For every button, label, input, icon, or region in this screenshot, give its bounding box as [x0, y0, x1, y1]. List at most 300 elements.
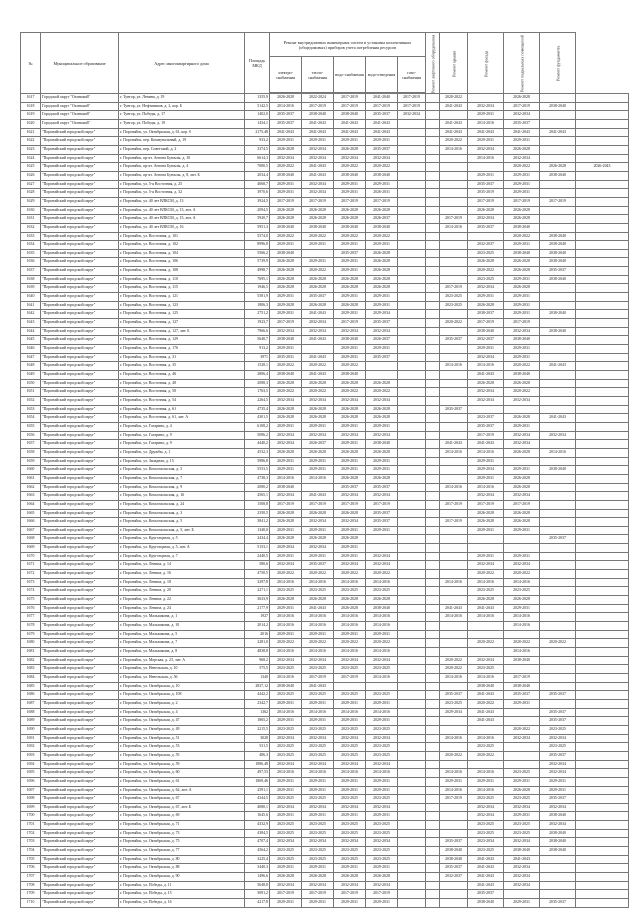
table-cell: 1659 [21, 457, 41, 466]
table-cell: 2029-2028 [270, 301, 302, 310]
table-cell: 2041-2043 [302, 371, 334, 380]
table-cell: 2041-2043 [540, 414, 576, 423]
table-cell: 5640,7 [245, 336, 270, 345]
table-cell: 1673 [21, 578, 41, 587]
table-cell: 2038-2040 [366, 440, 398, 449]
table-row [21, 154, 629, 163]
table-cell [576, 561, 629, 570]
table-cell: 2029-2031 [366, 630, 398, 639]
table-cell [398, 673, 426, 682]
table-cell: 2041-2043 [270, 128, 302, 137]
table-cell: "Поронайский городской округ" [41, 145, 119, 154]
table-row [21, 119, 629, 128]
table-cell: 2023-2025 [270, 795, 302, 804]
table-cell: 2020-2022 [302, 639, 334, 648]
table-row [21, 448, 629, 457]
table-cell: 2035-2037 [366, 111, 398, 120]
table-cell: 2014-2016 [302, 622, 334, 631]
table-cell: 2029-2031 [270, 777, 302, 786]
table-cell [426, 873, 440, 882]
table-cell: 2023-2025 [366, 743, 398, 752]
table-cell [398, 769, 426, 778]
table-cell: 2038-2040 [540, 232, 576, 241]
table-cell: 2177,9 [245, 604, 270, 613]
table-cell: 2023-2025 [440, 699, 468, 708]
table-cell: 2029-2031 [366, 457, 398, 466]
table-cell [540, 622, 576, 631]
table-cell: 2023-2025 [334, 829, 366, 838]
table-cell: "Поронайский городской округ" [41, 405, 119, 414]
table-cell: 2026-2028 [504, 509, 540, 518]
table-cell: 2038-2040 [540, 171, 576, 180]
table-cell: "Поронайский городской округ" [41, 206, 119, 215]
table-cell [576, 275, 629, 284]
table-cell: 2029-2031 [504, 189, 540, 198]
table-cell: 2094,5 [245, 206, 270, 215]
table-cell: 2023-2025 [440, 301, 468, 310]
table-cell [398, 656, 426, 665]
table-cell: 2026-2028 [270, 414, 302, 423]
table-cell: 2014-2016 [468, 769, 504, 778]
table-cell: 2026-2028 [334, 275, 366, 284]
table-cell [426, 552, 440, 561]
table-cell [576, 587, 629, 596]
table-cell: 2029-2031 [270, 899, 302, 908]
table-cell: 2017-2019 [302, 890, 334, 899]
table-cell: 2041-2043 [334, 119, 366, 128]
table-cell [426, 760, 440, 769]
table-cell: 2038-2037 [468, 310, 504, 319]
table-row [21, 526, 629, 535]
table-cell: г. Поронайск, ул. Малышкина, д. 7 [119, 639, 245, 648]
table-cell: 2026-2028 [302, 509, 334, 518]
table-cell [576, 570, 629, 579]
table-cell: 2029-2031 [302, 699, 334, 708]
table-cell: 2020-2022 [440, 137, 468, 146]
table-cell: 2041-2040 [366, 94, 398, 103]
table-row [21, 570, 629, 579]
table-cell: 2029-2031 [270, 310, 302, 319]
table-cell: г. Поронайск, пр-кт. Антона Буюклы, д. 8, лит. Б [119, 171, 245, 180]
table-cell: 2029-2031 [468, 111, 504, 120]
table-cell [440, 570, 468, 579]
table-cell: 2029-2031 [540, 777, 576, 786]
table-cell: 2032-2034 [504, 881, 540, 890]
table-cell: 2029-2031 [270, 189, 302, 198]
table-row [21, 258, 629, 267]
table-row [21, 353, 629, 362]
table-cell: 2014-2016 [468, 362, 504, 371]
table-cell: 2029-2031 [366, 422, 398, 431]
table-cell [398, 561, 426, 570]
table-cell [576, 232, 629, 241]
table-cell [576, 422, 629, 431]
table-cell: 2032-2034 [270, 656, 302, 665]
table-cell: 2032-2034 [334, 656, 366, 665]
table-cell [426, 786, 440, 795]
table-cell [398, 145, 426, 154]
table-cell: "Поронайский городской округ" [41, 223, 119, 232]
table-cell [576, 648, 629, 657]
table-cell [440, 431, 468, 440]
table-cell: 4384,5 [245, 829, 270, 838]
table-cell: 2026-2028 [270, 275, 302, 284]
table-cell: 2023-2025 [366, 691, 398, 700]
table-cell: 2038-2040 [468, 327, 504, 336]
table-cell [426, 769, 440, 778]
table-cell: 3841,2 [245, 518, 270, 527]
table-row [21, 206, 629, 215]
table-cell [426, 457, 440, 466]
table-cell: 5986,8 [245, 457, 270, 466]
table-cell: 4301,5 [245, 414, 270, 423]
table-cell: 2026-2043 [576, 163, 629, 172]
table-cell: 2017-2019 [468, 500, 504, 509]
table-cell: г. Поронайск, ул. Дружбы, д. 1 [119, 448, 245, 457]
table-cell: 2023-2025 [366, 829, 398, 838]
table-cell: 2032-2034 [302, 396, 334, 405]
table-cell: 2029-2031 [334, 466, 366, 475]
table-cell: г. Поронайск, ул. Ленина, д. 14 [119, 561, 245, 570]
table-cell [540, 119, 576, 128]
table-cell [398, 379, 426, 388]
table-cell: 2032-2034 [540, 821, 576, 830]
table-row [21, 431, 629, 440]
table-cell: 2029-2031 [366, 864, 398, 873]
table-cell: 1670 [21, 552, 41, 561]
table-cell [576, 639, 629, 648]
table-cell [540, 881, 576, 890]
table-cell: 2026-2028 [334, 596, 366, 605]
table-cell: 2029-2031 [302, 899, 334, 908]
table-cell: 2014-2016 [468, 673, 504, 682]
table-cell [540, 483, 576, 492]
table-cell [576, 699, 629, 708]
table-cell: 2014-2016 [540, 448, 576, 457]
table-cell: 2029-2031 [504, 812, 540, 821]
table-cell: 2023-2025 [504, 587, 540, 596]
table-row [21, 215, 629, 224]
table-cell [426, 725, 440, 734]
table-cell: 2020-2022 [468, 639, 504, 648]
table-cell: г. Поронайск, ул. Восточная, д. 115 [119, 284, 245, 293]
table-cell: 2026-2028 [270, 448, 302, 457]
table-cell: 2035-2037 [334, 249, 366, 258]
table-cell [576, 189, 629, 198]
table-cell: 1710 [21, 899, 41, 908]
table-cell: 2029-2031 [504, 241, 540, 250]
table-cell [440, 552, 468, 561]
table-row [21, 327, 629, 336]
table-cell [576, 864, 629, 873]
table-cell [426, 561, 440, 570]
table-cell [398, 622, 426, 631]
table-row [21, 734, 629, 743]
table-cell: 2029-2031 [334, 777, 366, 786]
table-cell: 2014-2016 [504, 578, 540, 587]
table-cell: 2020-2022 [504, 639, 540, 648]
table-cell [398, 570, 426, 579]
table-cell: 1657 [21, 440, 41, 449]
table-cell [426, 899, 440, 908]
table-cell: 2026-2028 [468, 301, 504, 310]
table-cell: 2035-2037 [468, 422, 504, 431]
table-cell: 2029-2031 [366, 699, 398, 708]
table-cell: 1618 [21, 102, 41, 111]
table-cell: 4532,3 [245, 448, 270, 457]
table-cell: 1675 [21, 596, 41, 605]
table-cell: 2026-2028 [366, 258, 398, 267]
table-cell: г. Поронайск, ул. Октябрьская, д. 60 [119, 769, 245, 778]
table-cell: г. Поронайск, ул. Малышкина, д. 1 [119, 613, 245, 622]
table-cell: 2029-2031 [302, 864, 334, 873]
table-cell: "Поронайский городской округ" [41, 760, 119, 769]
table-cell: 2029-2031 [468, 474, 504, 483]
table-cell: 1646 [21, 345, 41, 354]
table-cell: 2026-2028 [270, 518, 302, 527]
table-cell: г. Поронайск, ул. Октябрьская, д. 61, кор. б [119, 128, 245, 137]
table-cell: "Поронайский городской округ" [41, 682, 119, 691]
table-cell [576, 743, 629, 752]
table-cell: 2017-2019 [270, 319, 302, 328]
table-cell [426, 795, 440, 804]
table-cell [398, 544, 426, 553]
table-cell: 2029-2031 [270, 786, 302, 795]
table-cell: 2029-2031 [334, 189, 366, 198]
table-cell: 2029-2031 [540, 786, 576, 795]
table-cell [440, 275, 468, 284]
table-row [21, 405, 629, 414]
table-cell: 2014-2016 [440, 673, 468, 682]
table-cell: 2029-2031 [270, 630, 302, 639]
table-cell: 1340,0 [245, 526, 270, 535]
table-cell: 2026-2028 [366, 206, 398, 215]
table-cell [468, 544, 504, 553]
table-cell: 2032-2034 [334, 734, 366, 743]
table-cell [540, 613, 576, 622]
table-cell [440, 327, 468, 336]
table-cell: 1651 [21, 388, 41, 397]
table-cell [426, 656, 440, 665]
table-cell: 2023-2025 [468, 829, 504, 838]
table-cell [398, 396, 426, 405]
table-cell [576, 596, 629, 605]
table-cell [426, 405, 440, 414]
table-cell: 2023-2025 [504, 829, 540, 838]
table-cell [440, 171, 468, 180]
table-cell [440, 803, 468, 812]
table-cell [426, 483, 440, 492]
table-cell: "Поронайский городской округ" [41, 656, 119, 665]
table-cell: 1660 [21, 466, 41, 475]
table-cell: 2080,2 [245, 483, 270, 492]
table-cell [540, 873, 576, 882]
table-cell [540, 379, 576, 388]
table-cell: г. Поронайск, ул. Восточная, д. 110 [119, 275, 245, 284]
table-cell: "Поронайский городской округ" [41, 639, 119, 648]
table-cell: 4738,3 [245, 474, 270, 483]
table-cell: 2038-2040 [504, 336, 540, 345]
table-cell: 2032-2034 [302, 760, 334, 769]
table-cell: 2026-2028 [366, 275, 398, 284]
table-cell [426, 777, 440, 786]
table-cell: г. Поронайск, ул. Восточная, д. 61, лит. А [119, 414, 245, 423]
table-cell [468, 630, 504, 639]
table-row [21, 102, 629, 111]
table-cell [426, 691, 440, 700]
table-cell [576, 258, 629, 267]
table-cell: 1869,46 [245, 777, 270, 786]
table-cell: 2038-2040 [504, 223, 540, 232]
table-row [21, 639, 629, 648]
table-cell: 2837,12 [245, 682, 270, 691]
table-cell: 2026-2028 [504, 414, 540, 423]
table-cell: "Поронайский городской округ" [41, 570, 119, 579]
table-cell: 1664 [21, 500, 41, 509]
table-cell: 2014-2016 [440, 769, 468, 778]
table-cell [426, 258, 440, 267]
table-cell: 2026-2028 [270, 258, 302, 267]
table-cell: г. Поронайск, ул. Восточная, д. 61 [119, 405, 245, 414]
table-cell [334, 682, 366, 691]
table-cell: 2029-2031 [504, 137, 540, 146]
table-cell [576, 362, 629, 371]
table-cell: 2020-2022 [504, 570, 540, 579]
table-cell [576, 197, 629, 206]
table-cell: 2038-2040 [366, 604, 398, 613]
table-cell: 2020-2022 [270, 639, 302, 648]
table-cell: "Поронайский городской округ" [41, 561, 119, 570]
table-row [21, 795, 629, 804]
table-cell: г. Поронайск, ул. Октябрьская, д. 49 [119, 725, 245, 734]
table-cell: 2029-2031 [334, 440, 366, 449]
table-cell: г. Поронайск, ул. 40 лет ВЛКСМ, д. 13, лит. А [119, 206, 245, 215]
table-cell: 3633,9 [245, 596, 270, 605]
table-cell: "Поронайский городской округ" [41, 431, 119, 440]
table-cell [398, 206, 426, 215]
table-cell: 2034,4 [245, 171, 270, 180]
table-cell [398, 890, 426, 899]
table-cell: 2026-2028 [504, 267, 540, 276]
table-cell [366, 682, 398, 691]
table-cell: 2029-2031 [334, 293, 366, 302]
table-cell: 2026-2028 [366, 414, 398, 423]
table-cell [426, 128, 440, 137]
table-cell: 2014-2016 [302, 578, 334, 587]
table-cell [540, 544, 576, 553]
table-cell [540, 673, 576, 682]
table-cell: 2014-2016 [270, 708, 302, 717]
table-row [21, 864, 629, 873]
table-cell: 1628 [21, 189, 41, 198]
table-row [21, 578, 629, 587]
table-cell: 1685 [21, 682, 41, 691]
table-row [21, 267, 629, 276]
table-cell: 2342,7 [245, 699, 270, 708]
table-cell: г. Поронайск, ул. Октябрьская, д. 47 [119, 717, 245, 726]
table-cell: г. Поронайск, ул. Малышкина, д. 5 [119, 630, 245, 639]
table-cell [426, 327, 440, 336]
table-cell [540, 474, 576, 483]
table-cell [426, 94, 440, 103]
table-cell: "Поронайский городской округ" [41, 829, 119, 838]
table-row [21, 241, 629, 250]
table-cell: 2023-2025 [302, 725, 334, 734]
header-gas: газо-снабжения [398, 57, 426, 93]
table-row [21, 362, 629, 371]
table-row [21, 128, 629, 137]
table-cell: 2017-2019 [270, 197, 302, 206]
table-cell: 2035-2037 [504, 691, 540, 700]
table-cell [398, 275, 426, 284]
table-cell: "Поронайский городской округ" [41, 691, 119, 700]
table-cell: 2041-2043 [440, 119, 468, 128]
table-cell: 1624 [21, 154, 41, 163]
table-cell: 2032-2034 [334, 561, 366, 570]
table-cell: 2014-2016 [440, 734, 468, 743]
table-cell: 2032-2034 [504, 734, 540, 743]
table-cell: 2017-2019 [440, 795, 468, 804]
table-cell [426, 821, 440, 830]
table-cell [540, 492, 576, 501]
table-cell: г. Поронайск, ул. Восточная, д. 176 [119, 345, 245, 354]
table-cell [576, 544, 629, 553]
table-cell: 2014-2016 [468, 119, 504, 128]
table-cell [540, 552, 576, 561]
table-cell [576, 414, 629, 423]
table-cell [540, 630, 576, 639]
table-cell: 2020-2022 [468, 751, 504, 760]
table-cell: 4440,2 [245, 440, 270, 449]
table-cell [540, 293, 576, 302]
table-cell: г. Поронайск, ул. 40 лет ВЛКСМ, д. 16 [119, 223, 245, 232]
table-cell [366, 371, 398, 380]
table-cell: 2023-2025 [366, 725, 398, 734]
table-cell: 2026-2028 [504, 258, 540, 267]
table-cell: 2038-2040 [334, 171, 366, 180]
table-cell: 2029-2031 [366, 717, 398, 726]
table-cell [576, 119, 629, 128]
table-cell [468, 94, 504, 103]
table-cell [440, 630, 468, 639]
table-cell: 2014-2016 [440, 223, 468, 232]
table-cell: 2023-2025 [334, 795, 366, 804]
table-cell: 2023-2025 [302, 743, 334, 752]
table-cell: г. Поронайск, ул. Комсомольская, д. 5 [119, 518, 245, 527]
table-cell: 2029-2031 [270, 526, 302, 535]
table-cell: г. Поронайск, ул. 5-я Восточная, д. 32 [119, 189, 245, 198]
table-cell: 1676 [21, 604, 41, 613]
table-cell [398, 258, 426, 267]
table-cell [398, 535, 426, 544]
table-cell: 2038-2040 [302, 111, 334, 120]
table-cell: 4564,2 [245, 847, 270, 856]
table-cell [468, 622, 504, 631]
table-cell: 1663 [21, 492, 41, 501]
table-cell: 2026-2028 [504, 474, 540, 483]
table-row [21, 457, 629, 466]
table-cell: 2014-2016 [270, 673, 302, 682]
table-cell: 2020-2022 [504, 725, 540, 734]
table-cell [398, 578, 426, 587]
table-cell: 2038-2040 [540, 310, 576, 319]
table-cell: 2041-2043 [504, 855, 540, 864]
table-cell: 2026-2028 [270, 405, 302, 414]
table-cell: 2029-2031 [366, 466, 398, 475]
table-cell: 2029-2031 [302, 137, 334, 146]
table-cell: 2026-2028 [334, 414, 366, 423]
table-cell: 3225,4 [245, 855, 270, 864]
